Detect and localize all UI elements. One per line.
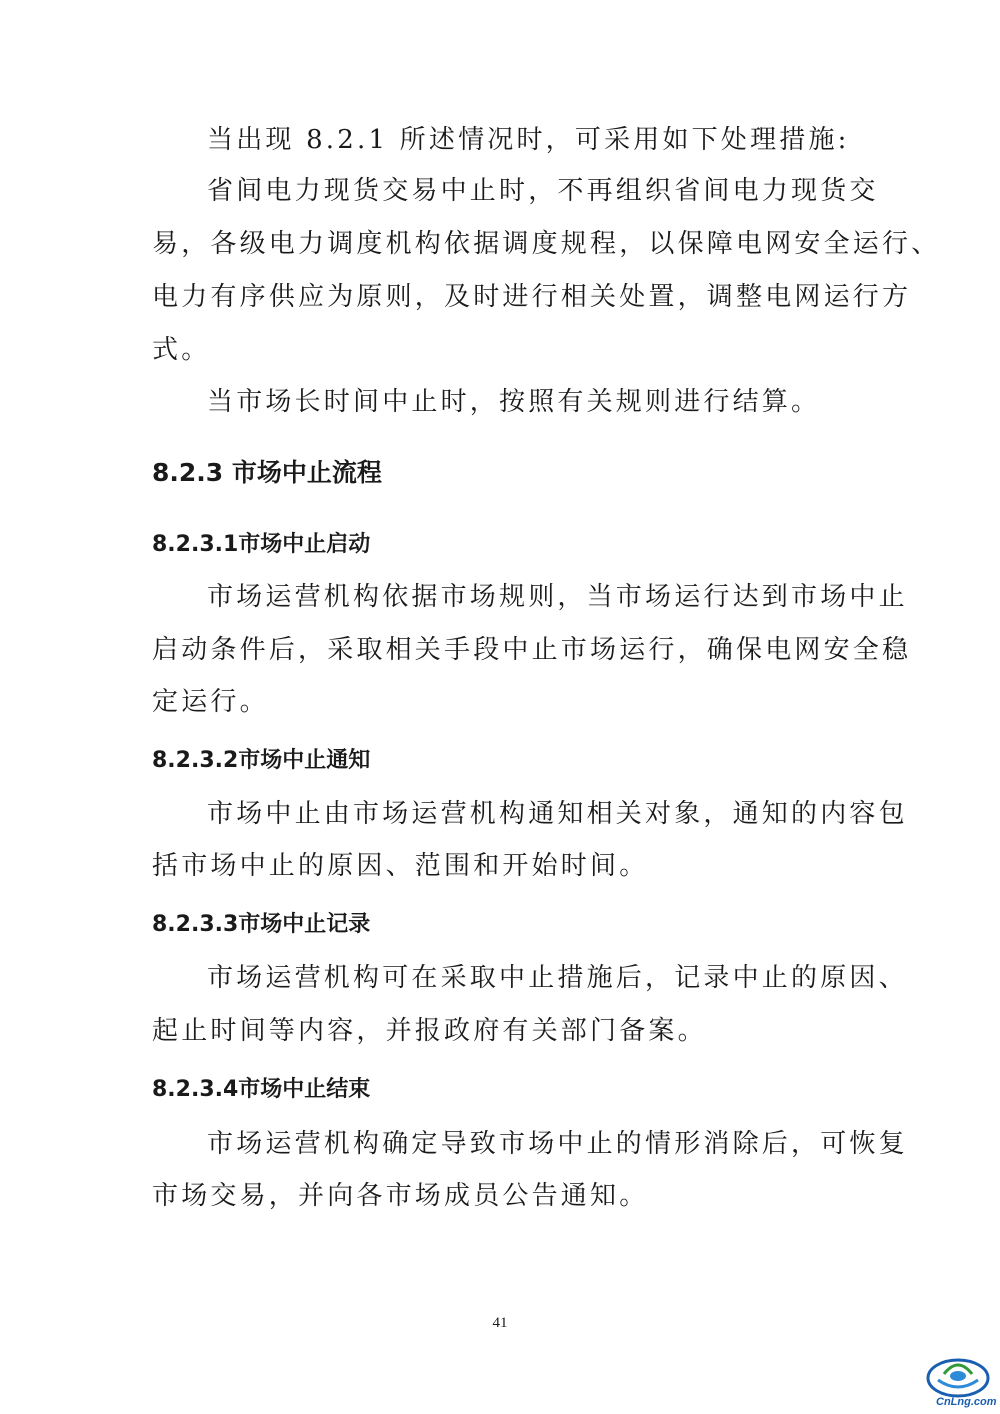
paragraph-line: 当市场长时间中止时，按照有关规则进行结算。: [207, 387, 821, 417]
watermark-text: CnLng.com: [936, 1396, 997, 1408]
subsection-heading: 8.2.3.3市场中止记录: [152, 912, 371, 937]
paragraph-line: 易，各级电力调度机构依据调度规程，以保障电网安全运行、: [152, 229, 941, 259]
paragraph-line: 市场中止由市场运营机构通知相关对象，通知的内容包: [207, 799, 908, 829]
subsection-heading: 8.2.3.4市场中止结束: [152, 1077, 371, 1102]
paragraph-intro: 当出现 8.2.1 所述情况时，可采用如下处理措施:: [207, 125, 850, 155]
section-heading: 8.2.3 市场中止流程: [152, 458, 382, 487]
paragraph-line: 市场交易，并向各市场成员公告通知。: [152, 1181, 649, 1211]
paragraph-line: 起止时间等内容，并报政府有关部门备案。: [152, 1016, 707, 1046]
paragraph-line: 式。: [152, 335, 211, 365]
page-number: 41: [492, 1315, 508, 1331]
subsection-heading: 8.2.3.2市场中止通知: [152, 748, 371, 773]
paragraph-line: 启动条件后，采取相关手段中止市场运行，确保电网安全稳: [152, 635, 912, 665]
paragraph-line: 市场运营机构确定导致市场中止的情形消除后，可恢复: [207, 1129, 908, 1159]
paragraph-line: 括市场中止的原因、范围和开始时间。: [152, 851, 649, 881]
subsection-heading: 8.2.3.1市场中止启动: [152, 532, 371, 557]
paragraph-line: 省间电力现货交易中止时，不再组织省间电力现货交: [207, 176, 879, 206]
paragraph-line: 定运行。: [152, 687, 269, 717]
paragraph-line: 市场运营机构可在采取中止措施后，记录中止的原因、: [207, 963, 908, 993]
paragraph-line: 市场运营机构依据市场规则，当市场运行达到市场中止: [207, 582, 908, 612]
paragraph-line: 电力有序供应为原则，及时进行相关处置，调整电网运行方: [152, 282, 912, 312]
